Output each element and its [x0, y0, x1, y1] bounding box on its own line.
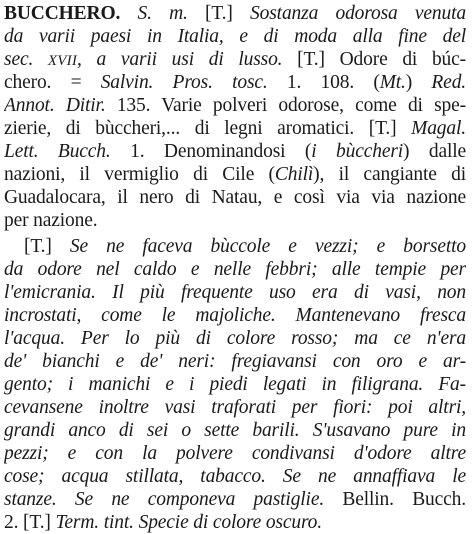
entry-line: l'emicrania. Il più frequente uso era di vasi, non: [4, 282, 466, 303]
entry-line: cevansene inoltre vasi traforati per fiori: poi altri,: [4, 397, 466, 418]
entry-line: nazioni, il vermiglio di Cile (Chilì), il cangiante di: [4, 164, 466, 185]
entry-line: da odore nel caldo e nelle febbri; alle tempie per: [4, 259, 466, 280]
entry-line: stanze. Se ne componeva pastiglie. Bellin. Bucch.: [4, 489, 466, 510]
entry-line: da varii paesi in Italia, e di moda alla fine del: [4, 26, 466, 47]
entry-line: Annot. Ditir. 135. Varie polveri odorose, come di spe-: [4, 95, 466, 116]
entry-line: pezzi; e con la polvere condivansi d'odore altre: [4, 443, 466, 464]
entry-line: grandi anco di sei o sette barili. S'usavano pure in: [4, 420, 466, 441]
entry-line: gento; i manichi e i piedi legati in filigrana. Fa-: [4, 374, 466, 395]
entry-line: BUCCHERO. S. m. [T.] Sostanza odorosa venuta: [4, 3, 466, 24]
entry-line: l'acqua. Per lo più di colore rosso; ma ce n'era: [4, 328, 466, 349]
entry-line: de' bianchi e de' neri: fregiavansi con oro e ar-: [4, 351, 466, 372]
entry-line: incrostati, come le majoliche. Mantenevano fresca: [4, 305, 466, 326]
entry-line: [T.] Se ne faceva bùccole e vezzi; e borsetto: [24, 236, 466, 257]
entry-line: chero. = Salvin. Pros. tosc. 1. 108. (Mt.) Red.: [4, 72, 466, 93]
entry-line: per nazione.: [4, 210, 98, 231]
entry-line: cose; acqua stillata, tabacco. Se ne annaffiava le: [4, 466, 466, 487]
headword: BUCCHERO.: [4, 3, 121, 24]
entry-line: zierie, di bùccheri,... di legni aromatici. [T.] Magal.: [4, 118, 466, 139]
entry-line: 2. [T.] Term. tint. Specie di colore oscuro.: [4, 512, 323, 533]
entry-line: Guadalocara, il nero di Natau, e così via via nazione: [4, 187, 466, 208]
entry-line: Lett. Bucch. 1. Denominandosi (i bùccheri) dalle: [4, 141, 466, 162]
entry-line: sec. XVII, a varii usi di lusso. [T.] Odore di búc-: [4, 49, 466, 70]
